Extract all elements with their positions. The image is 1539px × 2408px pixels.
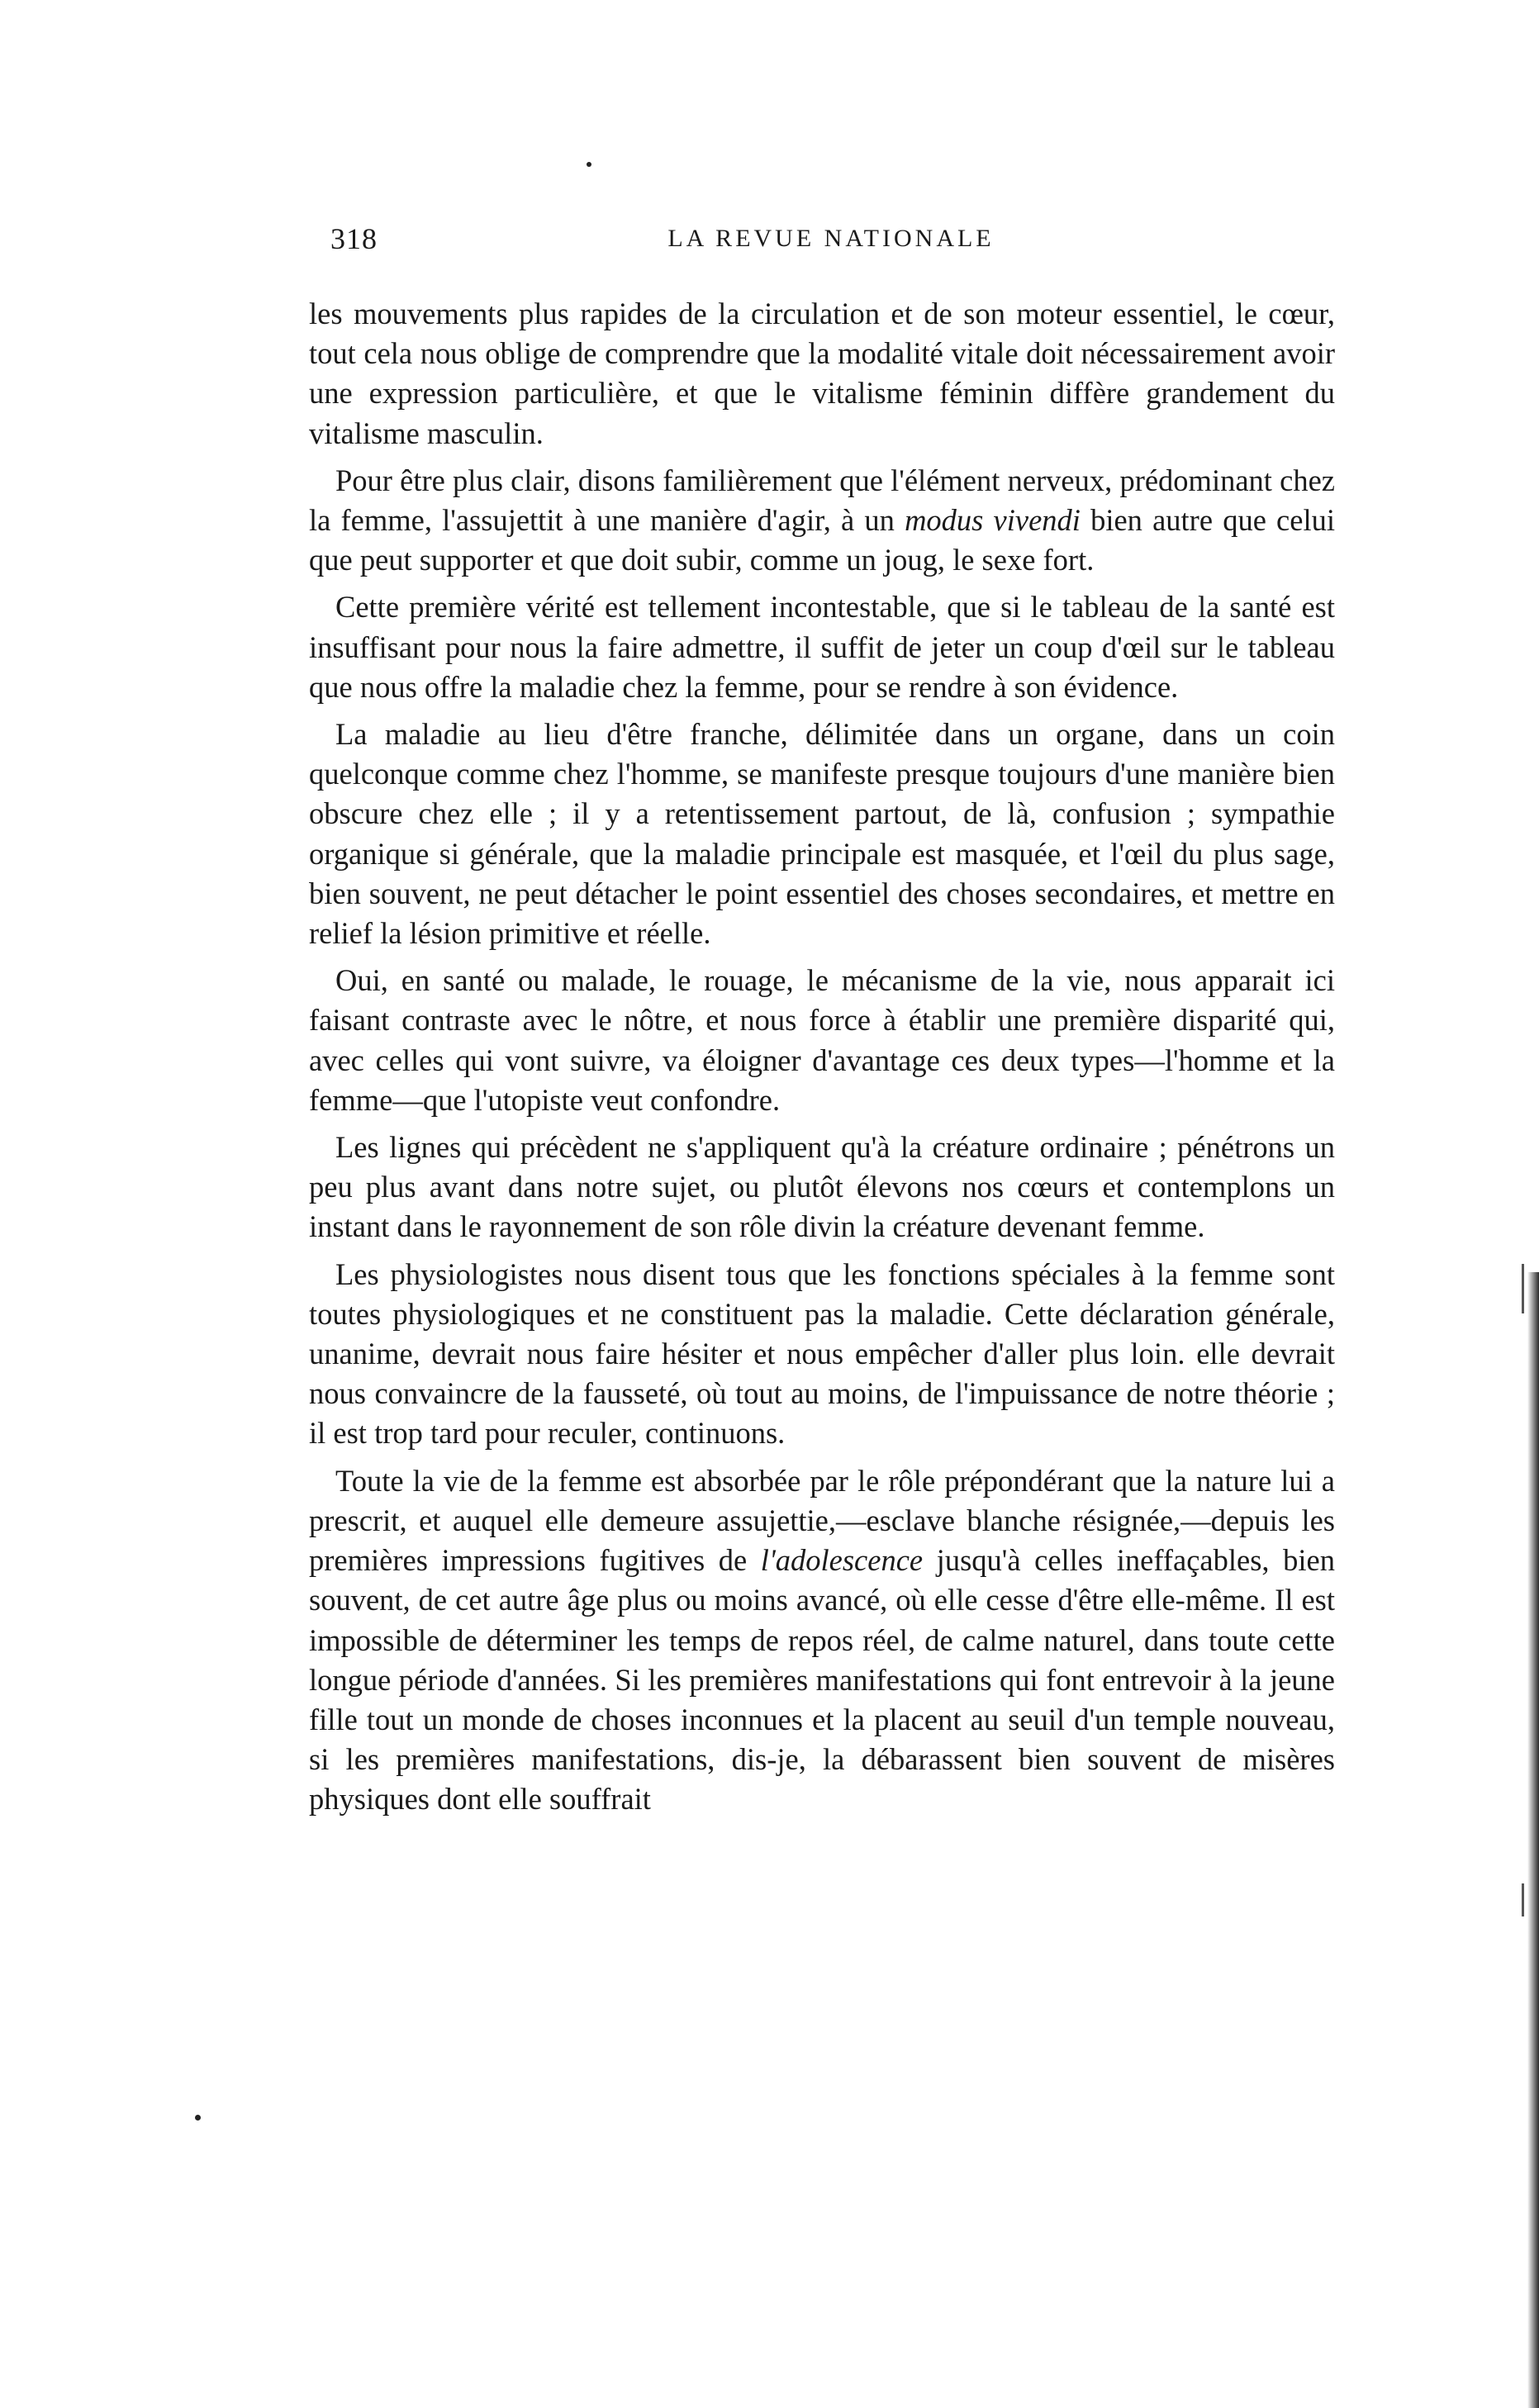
scan-edge-shadow: [1527, 1272, 1539, 2408]
paragraph-5: Oui, en santé ou malade, le rouage, le mécanisme de la vie, nous apparait ici faisant contraste avec le nôtre, et nous force à établir une première disparité qui, avec celles qui vont suivre, va éloigner d'avantage ces deux types—l'homme et la femme—que l'utopiste veut confondre.: [309, 963, 1335, 1117]
paragraph-3: Cette première vérité est tellement incontestable, que si le tableau de la santé est insuffisant pour nous la faire admettre, il suffit de jeter un coup d'œil sur le tableau que nous offre la maladie chez la femme, pour se rendre à son évidence.: [309, 590, 1335, 704]
paragraph-8-text-end: jusqu'à celles ineffaçables, bien souvent, de cet autre âge plus ou moins avancé, où elle cesse d'être elle-même. Il est impossible de déterminer les temps de repos réel, de calme naturel, dans toute cette longue période d'années. Si les premières manifestations qui font entrevoir à la jeune fille tout un monde de choses inconnues et la placent au seuil d'un temple nouveau, si les premières manifestations, dis-je, la débarassent bien souvent de misères physiques dont elle souffrait: [309, 1543, 1335, 1817]
page-number: 318: [330, 222, 378, 255]
italic-phrase-modus-vivendi: modus vivendi: [905, 503, 1081, 538]
paragraph-1: les mouvements plus rapides de la circulation et de son moteur essentiel, le cœur, tout cela nous oblige de comprendre que la modalité vitale doit nécessairement avoir une expression particulière, et que le vitalisme féminin diffère grandement du vitalisme masculin.: [309, 297, 1335, 450]
page-speck: [587, 162, 591, 167]
page-header: [330, 221, 1332, 258]
scan-edge-mark: [1522, 1883, 1524, 1916]
scan-edge-mark: [1522, 1264, 1524, 1313]
paragraph-4: La maladie au lieu d'être franche, délimitée dans un organe, dans un coin quelconque comme chez l'homme, se manifeste presque toujours d'une manière bien obscure chez elle ; il y a retentissement partout, de là, confusion ; sympathie organique si générale, que la maladie principale est masquée, et l'œil du plus sage, bien souvent, ne peut détacher le point essentiel des choses secondaires, et mettre en relief la lésion primitive et réelle.: [309, 717, 1335, 951]
paragraph-2-text-end: bien autre que celui que peut supporter et que doit subir, comme un joug, le sexe fort.: [309, 503, 1335, 577]
italic-word-adolescence: l'adolescence: [760, 1543, 924, 1578]
running-title: LA REVUE NATIONALE: [667, 225, 995, 252]
paragraph-7: Les physiologistes nous disent tous que les fonctions spéciales à la femme sont toutes physiologiques et ne constituent pas la maladie. Cette déclaration générale, unanime, devrait nous faire hésiter et nous empêcher d'aller plus loin. elle devrait nous convaincre de la fausseté, où tout au moins, de l'impuissance de notre théorie ; il est trop tard pour reculer, continuons.: [309, 1256, 1335, 1451]
paragraph-8: [309, 1461, 1335, 1820]
page-speck: [195, 2115, 201, 2121]
paragraph-6: Les lignes qui précèdent ne s'appliquent qu'à la créature ordinaire ; pénétrons un peu plus avant dans notre sujet, ou plutôt élevons nos cœurs et contemplons un instant dans le rayonnement de son rôle divin la créature devenant femme.: [309, 1130, 1335, 1244]
paragraph-8-text-start: Toute la vie de la femme est absorbée par le rôle prépondérant que la nature lui a prescrit, et auquel elle demeure assujettie,—esclave blanche résignée,—depuis les premières impressions fugitives de: [309, 1463, 1335, 1578]
body-text: [309, 294, 1335, 1827]
paragraph-2-text-start: Pour être plus clair, disons familièrement que l'élément nerveux, prédominant chez la femme, l'assujettit à une manière d'agir, à un: [309, 463, 1335, 538]
paragraph-2: [309, 461, 1335, 581]
